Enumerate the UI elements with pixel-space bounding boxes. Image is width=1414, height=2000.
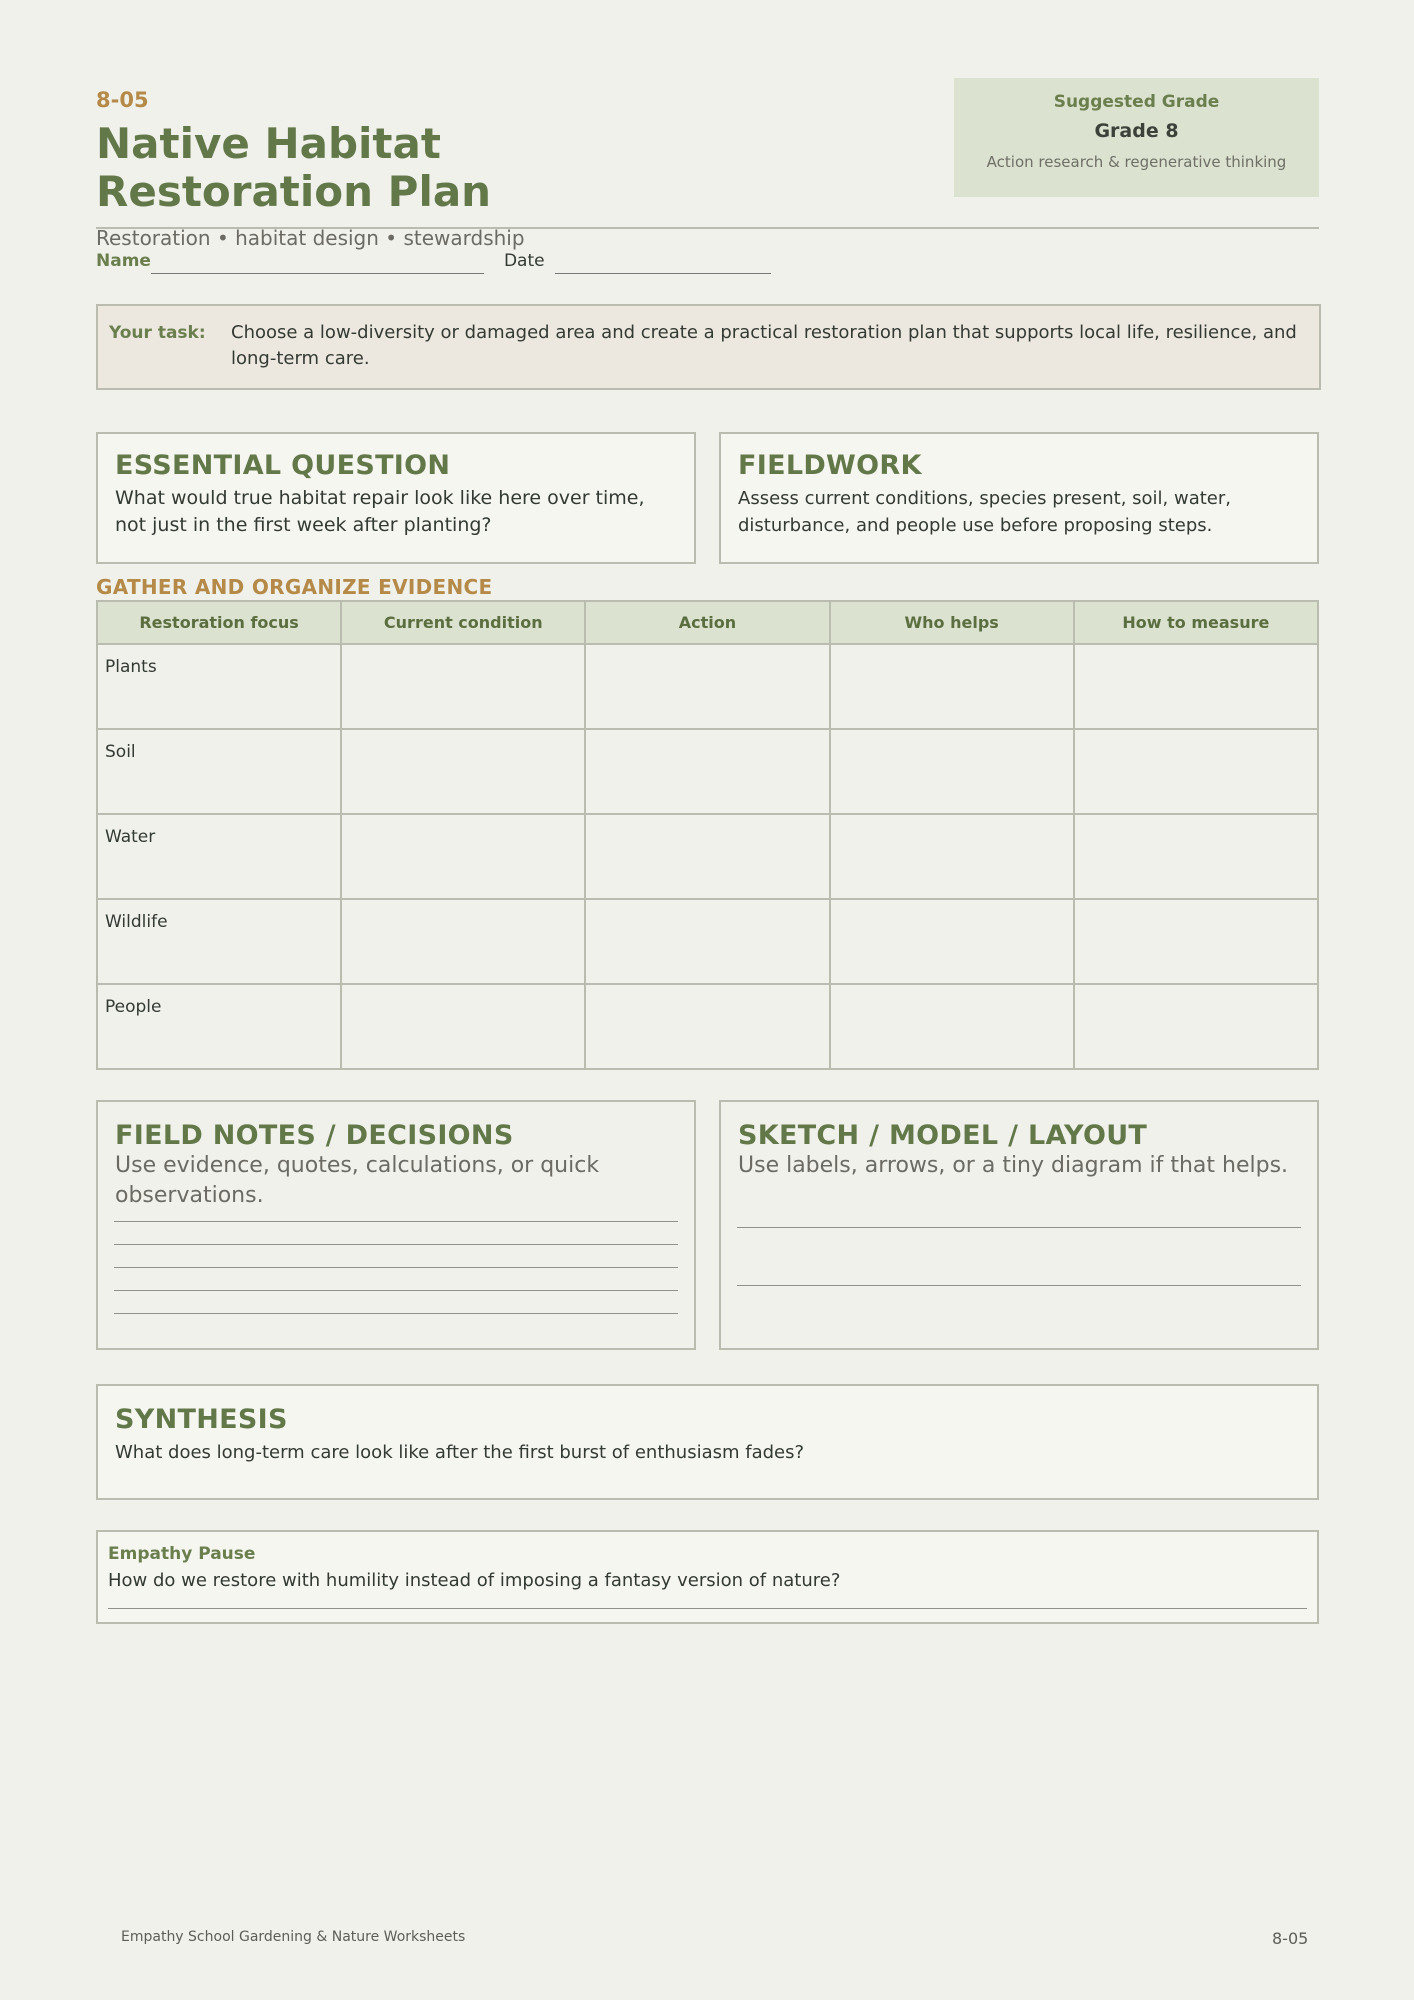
table-cell[interactable] (585, 814, 829, 899)
table-cell[interactable] (1074, 729, 1318, 814)
table-cell[interactable] (341, 644, 585, 729)
field-notes-hint: Use evidence, quotes, calculations, or quick observations. (115, 1153, 600, 1208)
table-cell[interactable] (1074, 899, 1318, 984)
table-row (97, 984, 1318, 1069)
writing-line[interactable] (114, 1313, 678, 1314)
grade-value: Grade 8 (1094, 120, 1179, 142)
footer-page-code: 8-05 (1272, 1929, 1309, 1948)
date-label: Date (503, 251, 545, 271)
essential-question-text: What would true habitat repair look like here over time, not just in the first week after planting? (115, 487, 645, 536)
column-header: How to measure (1074, 601, 1318, 644)
table-cell[interactable] (830, 984, 1074, 1069)
table-cell[interactable] (585, 644, 829, 729)
column-header: Current condition (341, 601, 585, 644)
writing-line[interactable] (737, 1285, 1301, 1286)
name-field[interactable] (151, 251, 484, 274)
synthesis-card (96, 1384, 1319, 1500)
table-cell[interactable] (341, 899, 585, 984)
writing-line[interactable] (108, 1608, 1307, 1609)
essential-question-heading: ESSENTIAL QUESTION (115, 450, 451, 481)
writing-line[interactable] (114, 1221, 678, 1222)
sketch-hint: Use labels, arrows, or a tiny diagram if that helps. (738, 1153, 1289, 1178)
name-label: Name (96, 251, 151, 271)
table-row (97, 814, 1318, 899)
grade-label: Suggested Grade (1053, 92, 1220, 112)
row-label: Plants (97, 644, 341, 729)
row-label: People (97, 984, 341, 1069)
row-label: Soil (97, 729, 341, 814)
worksheet-code: 8-05 (96, 88, 149, 112)
column-header: Restoration focus (97, 601, 341, 644)
table-cell[interactable] (341, 814, 585, 899)
date-field[interactable] (555, 251, 771, 274)
evidence-table (96, 600, 1319, 1070)
field-notes-heading: FIELD NOTES / DECISIONS (115, 1120, 514, 1151)
column-header: Who helps (830, 601, 1074, 644)
table-cell[interactable] (1074, 984, 1318, 1069)
table-cell[interactable] (830, 729, 1074, 814)
empathy-pause-card (96, 1530, 1319, 1624)
task-text: Choose a low-diversity or damaged area and create a practical restoration plan that supports local life, resilience, and long-term care. (231, 322, 1297, 369)
page-title: Native Habitat Restoration Plan (96, 119, 492, 216)
writing-line[interactable] (114, 1290, 678, 1291)
table-cell[interactable] (1074, 814, 1318, 899)
table-header-row (97, 601, 1318, 644)
sketch-heading: SKETCH / MODEL / LAYOUT (738, 1120, 1148, 1151)
evidence-heading: GATHER AND ORGANIZE EVIDENCE (96, 575, 493, 599)
empathy-pause-text: How do we restore with humility instead of imposing a fantasy version of nature? (108, 1570, 841, 1591)
table-row (97, 729, 1318, 814)
table-cell[interactable] (341, 984, 585, 1069)
table-row (97, 899, 1318, 984)
name-date-row (96, 251, 771, 277)
sketch-card (719, 1100, 1319, 1350)
table-row (97, 644, 1318, 729)
table-cell[interactable] (830, 814, 1074, 899)
table-cell[interactable] (1074, 644, 1318, 729)
task-label: Your task: (109, 323, 206, 343)
table-cell[interactable] (341, 729, 585, 814)
table-cell[interactable] (585, 899, 829, 984)
suggested-grade-box (954, 78, 1319, 197)
synthesis-heading: SYNTHESIS (115, 1404, 288, 1435)
row-label: Wildlife (97, 899, 341, 984)
essential-question-card (96, 432, 696, 564)
writing-line[interactable] (114, 1267, 678, 1268)
fieldwork-heading: FIELDWORK (738, 450, 922, 481)
table-cell[interactable] (830, 899, 1074, 984)
writing-line[interactable] (114, 1244, 678, 1245)
fieldwork-card (719, 432, 1319, 564)
table-cell[interactable] (585, 984, 829, 1069)
row-label: Water (97, 814, 341, 899)
grade-description: Action research & regenerative thinking (986, 153, 1287, 171)
column-header: Action (585, 601, 829, 644)
table-cell[interactable] (830, 644, 1074, 729)
synthesis-text: What does long-term care look like after the first burst of enthusiasm fades? (115, 1442, 805, 1463)
fieldwork-text: Assess current conditions, species present, soil, water, disturbance, and people use before proposing steps. (738, 488, 1231, 536)
writing-line[interactable] (737, 1227, 1301, 1228)
page-subtitle: Restoration • habitat design • stewardship (96, 226, 525, 250)
empathy-pause-label: Empathy Pause (108, 1544, 256, 1564)
task-box (96, 304, 1321, 390)
table-cell[interactable] (585, 729, 829, 814)
footer-source: Empathy School Gardening & Nature Worksheets (121, 1929, 466, 1945)
